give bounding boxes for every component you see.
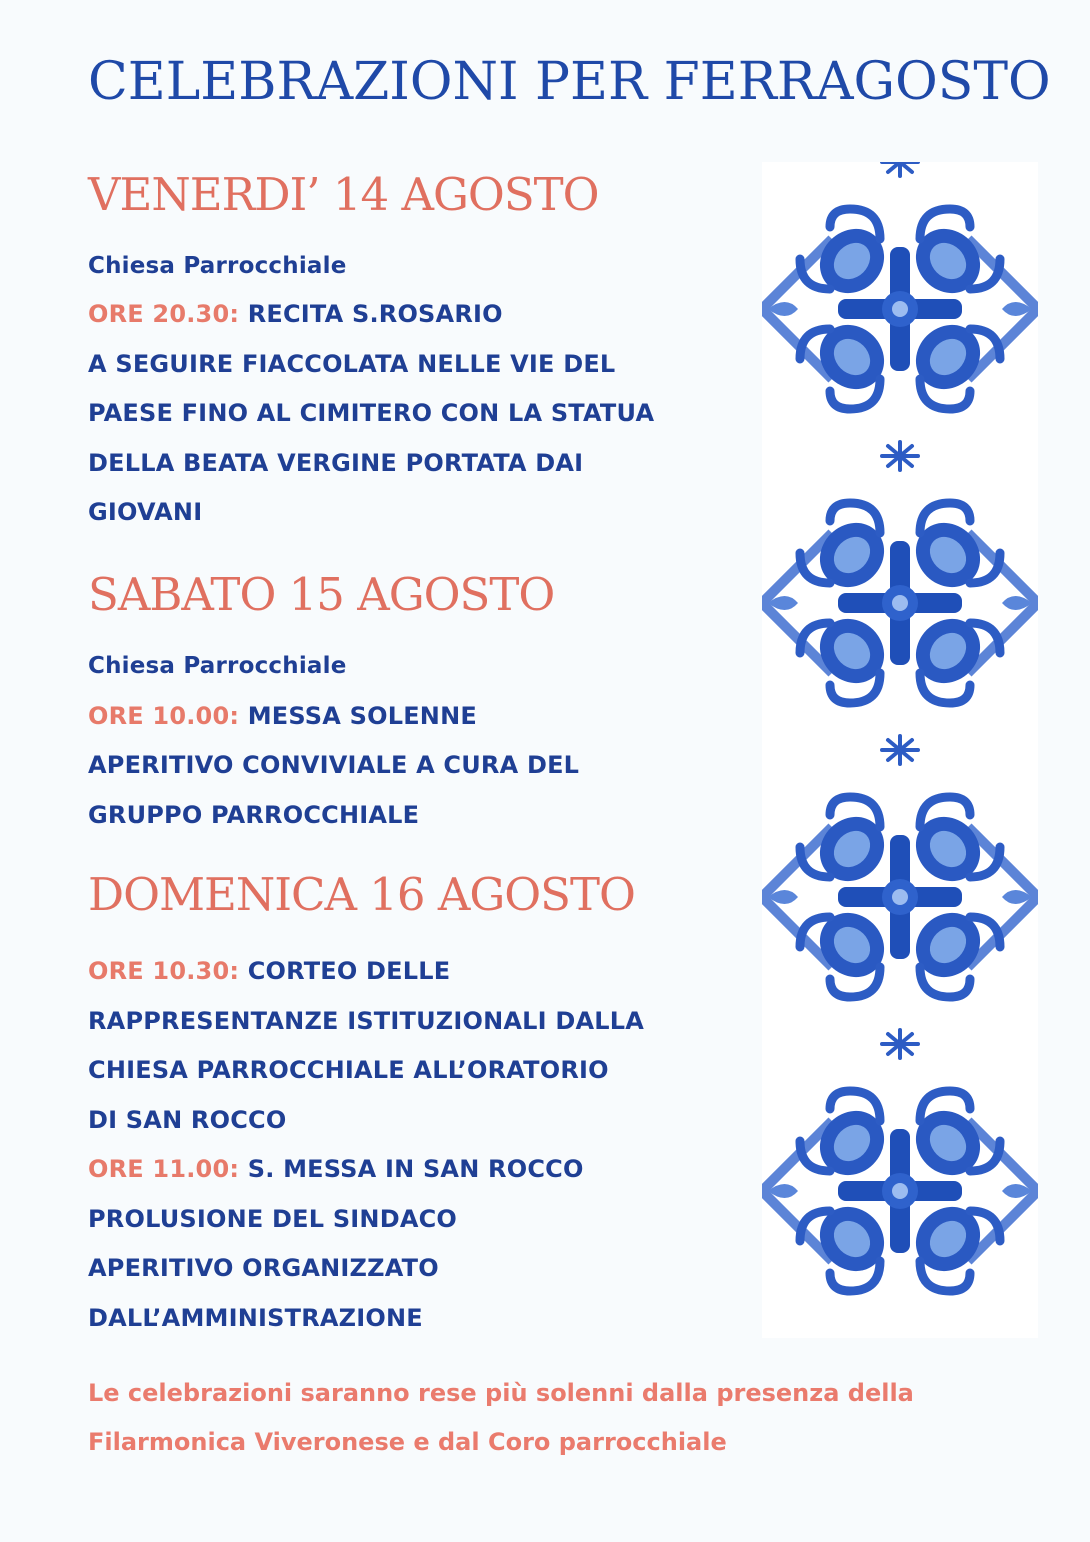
majolica-tile-strip-image bbox=[762, 162, 1038, 1338]
schedule-line: PAESE FINO AL CIMITERO CON LA STATUA bbox=[88, 399, 655, 427]
page-title: CELEBRAZIONI PER FERRAGOSTO bbox=[88, 52, 1051, 112]
schedule-line: RAPPRESENTANZE ISTITUZIONALI DALLA bbox=[88, 1007, 644, 1035]
event-label: MESSA SOLENNE bbox=[247, 702, 477, 730]
day-heading-venerdi: VENERDI’ 14 AGOSTO bbox=[88, 168, 599, 221]
schedule-line bbox=[88, 1155, 584, 1183]
footer-note-line: Le celebrazioni saranno rese più solenni dalla presenza della bbox=[88, 1379, 914, 1407]
schedule-line: GIOVANI bbox=[88, 498, 203, 526]
day-heading-sabato: SABATO 15 AGOSTO bbox=[88, 568, 555, 621]
schedule-line bbox=[88, 957, 450, 985]
schedule-line: APERITIVO ORGANIZZATO bbox=[88, 1254, 439, 1282]
time-label: ORE 10.30: bbox=[88, 957, 240, 985]
schedule-line bbox=[88, 702, 477, 730]
event-label: CORTEO DELLE bbox=[247, 957, 451, 985]
schedule-line: DALL’AMMINISTRAZIONE bbox=[88, 1304, 423, 1332]
day-heading-domenica: DOMENICA 16 AGOSTO bbox=[88, 868, 635, 921]
event-label: S. MESSA IN SAN ROCCO bbox=[247, 1155, 584, 1183]
place-label: Chiesa Parrocchiale bbox=[88, 653, 347, 679]
time-label: ORE 20.30: bbox=[88, 300, 240, 328]
schedule-line: A SEGUIRE FIACCOLATA NELLE VIE DEL bbox=[88, 350, 616, 378]
time-label: ORE 11.00: bbox=[88, 1155, 240, 1183]
place-label: Chiesa Parrocchiale bbox=[88, 253, 347, 279]
schedule-line: DELLA BEATA VERGINE PORTATA DAI bbox=[88, 449, 584, 477]
schedule-line: PROLUSIONE DEL SINDACO bbox=[88, 1205, 458, 1233]
schedule-line: DI SAN ROCCO bbox=[88, 1106, 287, 1134]
schedule-line: APERITIVO CONVIVIALE A CURA DEL bbox=[88, 751, 580, 779]
time-label: ORE 10.00: bbox=[88, 702, 240, 730]
footer-note-line: Filarmonica Viveronese e dal Coro parrocchiale bbox=[88, 1428, 727, 1456]
event-label: RECITA S.ROSARIO bbox=[247, 300, 503, 328]
schedule-line bbox=[88, 300, 503, 328]
schedule-line: GRUPPO PARROCCHIALE bbox=[88, 801, 420, 829]
schedule-line: CHIESA PARROCCHIALE ALL’ORATORIO bbox=[88, 1056, 609, 1084]
